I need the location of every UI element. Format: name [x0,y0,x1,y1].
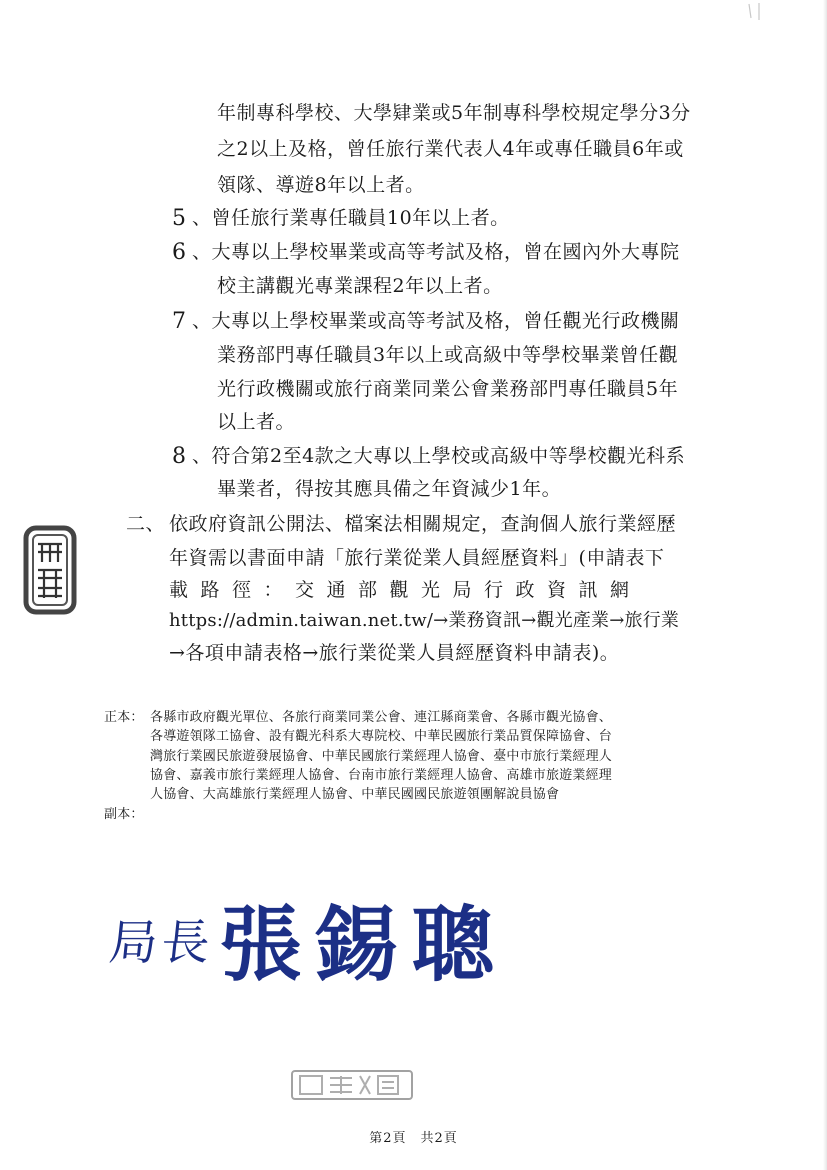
item-5-line-1: 、曾任旅行業專任職員10年以上者。 [192,207,510,229]
section-two-line-3: 載路徑：交通部觀光局行政資訊網 [169,579,642,601]
item-5-number: 5 [172,206,186,231]
original-recipients-line-2: 各導遊領隊工協會、設有觀光科系大專院校、中華民國旅行業品質保障協會、台 [150,729,613,744]
scan-edge [823,0,827,1170]
corner-pen-mark [745,2,785,22]
item-7-number: 7 [172,309,186,334]
director-signature [106,880,508,997]
section-two-line-1: 依政府資訊公開法、檔案法相關規定，查詢個人旅行業經歷 [169,513,677,535]
signature-name: 張錫聰 [219,897,508,993]
original-recipients-label: 正本： [104,710,144,725]
item-6-number: 6 [172,240,186,265]
page-footer [0,1127,827,1146]
section-two-line-2: 年資需以書面申請「旅行業從業人員經歷資料」(申請表下 [169,547,665,569]
item-8-number: 8 [172,444,186,469]
copy-recipients-label: 副本： [104,807,144,822]
original-recipients-line-3: 灣旅行業國民旅遊發展協會、中華民國旅行業經理人協會、臺中市旅行業經理人 [150,749,613,764]
item-7-line-3: 光行政機關或旅行商業同業公會業務部門專任職員5年 [217,378,679,400]
continuation-line-2: 之2以上及格，曾任旅行業代表人4年或專任職員6年或 [217,138,684,160]
continuation-line-3: 領隊、導遊8年以上者。 [217,174,425,196]
page-total: 共2頁 [420,1131,458,1146]
original-recipients-line-5: 人協會、大高雄旅行業經理人協會、中華民國國民旅遊領團解說員協會 [150,787,560,802]
section-two-label: 二、 [126,513,166,535]
signature-title: 局長 [106,915,217,971]
item-7-line-1: 、大專以上學校畢業或高等考試及格，曾任觀光行政機關 [192,310,680,332]
seal-stamp-icon [20,522,80,618]
item-8-line-2: 畢業者，得按其應具備之年資減少1年。 [217,478,562,500]
document-stamp-icon [290,1068,414,1102]
original-recipients-line-1: 各縣市政府觀光單位、各旅行商業同業公會、連江縣商業會、各縣市觀光協會、 [150,710,613,725]
item-6-line-1: 、大專以上學校畢業或高等考試及格，曾在國內外大專院 [192,241,680,263]
item-7-line-4: 以上者。 [217,411,296,433]
section-two-url-line: https://admin.taiwan.net.tw/→業務資訊→觀光產業→旅行業 [169,610,680,631]
page-number: 第2頁 [369,1131,407,1146]
section-two-line-5: →各項申請表格→旅行業從業人員經歷資料申請表)。 [169,642,620,664]
item-7-line-2: 業務部門專任職員3年以上或高級中等學校畢業曾任觀 [217,344,679,366]
continuation-line-1: 年制專科學校、大學肄業或5年制專科學校規定學分3分 [217,102,691,124]
item-6-line-2: 校主講觀光專業課程2年以上者。 [217,275,503,297]
original-recipients-line-4: 協會、嘉義市旅行業經理人協會、台南市旅行業經理人協會、高雄市旅遊業經理 [150,768,613,783]
item-8-line-1: 、符合第2至4款之大專以上學校或高級中等學校觀光科系 [192,445,686,467]
